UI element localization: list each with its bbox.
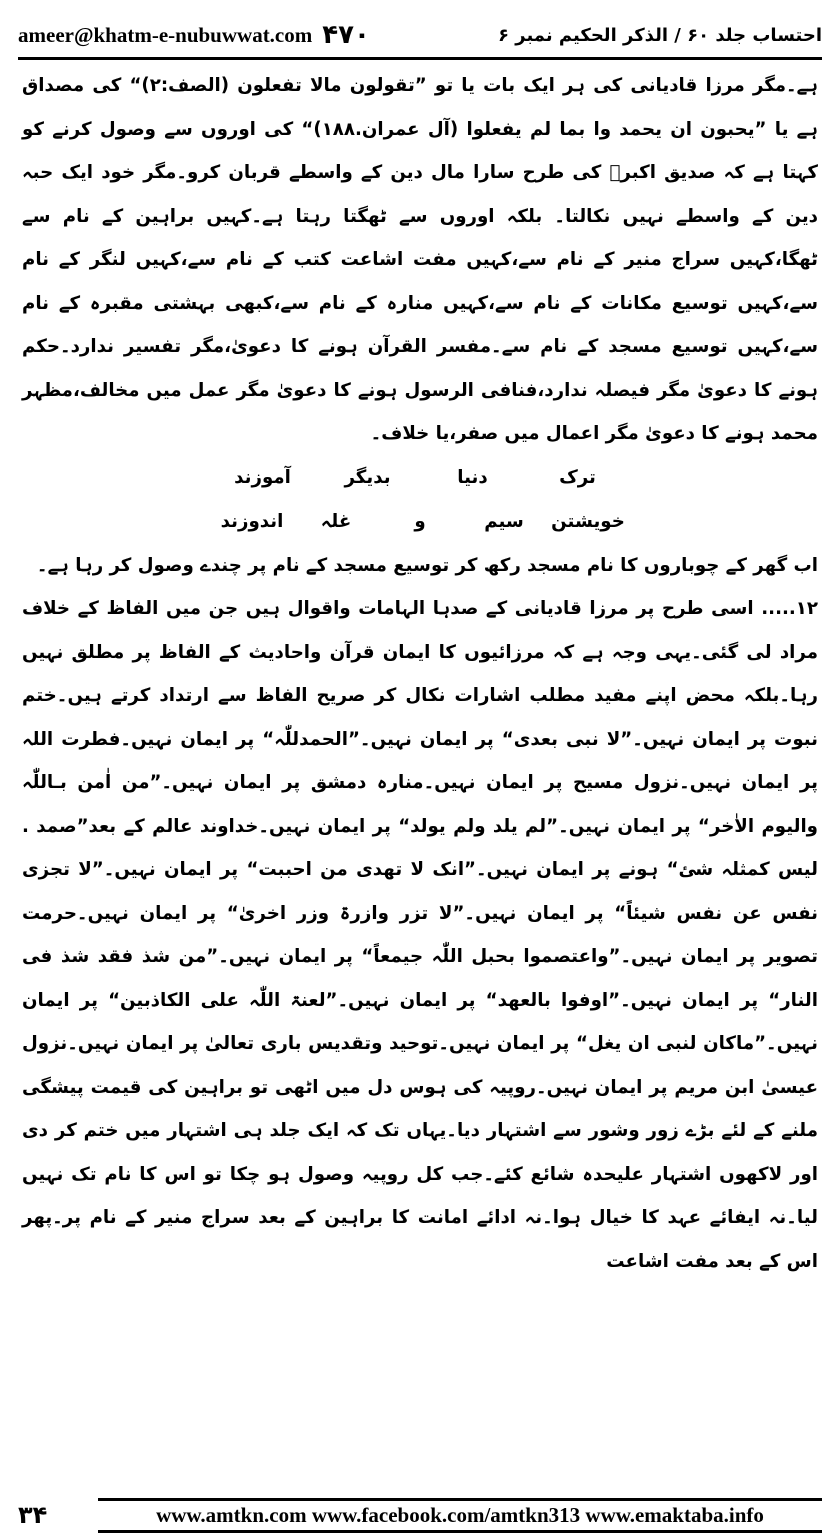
footer-page-number: ۳۴: [18, 1501, 48, 1529]
verse-line-1: [210, 456, 630, 500]
verse-word: دنیا: [457, 466, 488, 488]
verse-word: و: [414, 510, 426, 532]
running-title: احتساب جلد ۶۰ / الذکر الحکیم نمبر ۶: [498, 24, 822, 46]
verse-word: آموزند: [234, 466, 291, 488]
page-header: [18, 14, 822, 56]
footer-rule: [98, 1530, 822, 1533]
header-left: [18, 20, 370, 50]
footer-rule: [98, 1498, 822, 1501]
verse-word: خویشتن: [551, 510, 625, 532]
header-rule: [18, 57, 822, 60]
header-page-number: ۴۷۰: [322, 20, 370, 50]
verse-word: ترک: [559, 466, 596, 488]
page-footer: [18, 1492, 822, 1538]
footer-bar: [98, 1496, 822, 1535]
verse-line-2: [210, 500, 630, 544]
verse-word: سیم: [484, 510, 524, 532]
main-text: [22, 64, 818, 1283]
header-email: ameer@khatm-e-nubuwwat.com: [18, 22, 313, 47]
footer-links: www.amtkn.com www.facebook.com/amtkn313 www.emaktaba.info: [156, 1502, 764, 1527]
paragraph-3: ۱۲..... اسی طرح پر مرزا قادیانی کے صدہا الہامات واقوال ہیں جن میں الفاظ کے خلاف مراد لی گئی۔یہی وجہ ہے کہ مرزائیوں کا ایمان قرآن واحادیث کے الفاظ پر مطلق نہیں رہا۔بلکہ محض اپنے مفید مطلب اشارات نکال کر صریح الفاظ سے ارتداد کرتے ہیں۔ختم نبوت پر ایمان نہیں۔”لا نبی بعدی“ پر ایمان نہیں۔”الحمدللّٰہ“ پر ایمان نہیں۔فطرت اللہ پر ایمان نہیں۔نزول مسیح پر ایمان نہیں۔منارہ دمشق پر ایمان نہیں۔”من اٰمن بـاللّٰہ والیوم الاٰخر“ پر ایمان نہیں۔”لم یلد ولم یولد“ پر ایمان نہیں۔خداوند عالم کے بعد”صمد . لیس کمثلہ شئ“ ہونے پر ایمان نہیں۔”انک لا تھدی من احببت“ پر ایمان نہیں۔”لا تجزی نفس عن نفس شیئاً“ پر ایمان نہیں۔”لا تزر وازرۃ وزر اخریٰ“ پر ایمان نہیں۔حرمت تصویر پر ایمان نہیں۔”واعتصموا بحبل اللّٰہ جیمعاً“ پر ایمان نہیں۔”من شذ فقد شذ فی النار“ پر ایمان نہیں۔”اوفوا بالعھد“ پر ایمان نہیں۔”لعنۃ اللّٰہ علی الکاذبین“ پر ایمان نہیں۔”ماکان لنبی ان یغل“ پر ایمان نہیں۔توحید وتقدیس باری تعالیٰ پر ایمان نہیں۔نزول عیسیٰ ابن مریم پر ایمان نہیں۔روپیہ کی ہوس دل میں اٹھی تو براہین کی قیمت پیشگی ملنے کے لئے بڑے زور وشور سے اشتہار دیا۔یہاں تک کہ ایک جلد ہی اشتہار میں ختم کر دی اور لاکھوں اشتہار علیحدہ شائع کئے۔جب کل روپیہ وصول ہو چکا تو اس کا نام تک نہیں لیا۔نہ ایفائے عہد کا خیال ہوا۔نہ ادائے امانت کا براہین کے بعد سراج منیر کے نام پر۔پھر اس کے بعد مفت اشاعت: [22, 598, 818, 1272]
paragraph-2: اب گھر کے چوباروں کا نام مسجد رکھ کر توسیع مسجد کے نام پر چندے وصول کر رہا ہے۔: [36, 554, 818, 576]
verse-word: اندوزند: [220, 510, 284, 532]
verse-word: بدیگر: [344, 466, 391, 488]
paragraph-1: ہے۔مگر مرزا قادیانی کی ہر ایک بات یا تو ”تقولون مالا تفعلون (الصف:۲)“ کی مصداق ہے یا ”یحبون ان یحمد وا بما لم یفعلوا (آل عمران.۱۸۸)“ کی اوروں سے وصول کرنے کو کہتا ہے کہ صدیق اکبرؓ کی طرح سارا مال دین کے واسطے قربان کرو۔مگر خود ایک حبہ دین کے واسطے نہیں نکالتا۔ بلکہ اوروں سے ٹھگتا رہتا ہے۔کہیں براہین کے نام سے ٹھگا،کہیں سراج منیر کے نام سے،کہیں مفت اشاعت کتب کے نام سے،کہیں لنگر کے نام سے،کہیں توسیع مکانات کے نام سے،کہیں منارہ کے نام سے،کبھی بہشتی مقبرہ کے نام سے،کہیں توسیع مسجد کے نام سے۔مفسر القرآن ہونے کا دعویٰ،مگر تفسیر ندارد۔حکم ہونے کا دعویٰ مگر فیصلہ ندارد،فنافی الرسول ہونے کا دعویٰ مگر عمل میں مخالف،مظہر محمد ہونے کا دعویٰ مگر اعمال میں صفر،یا خلاف۔: [22, 75, 819, 444]
verse-word: غلہ: [320, 510, 352, 532]
